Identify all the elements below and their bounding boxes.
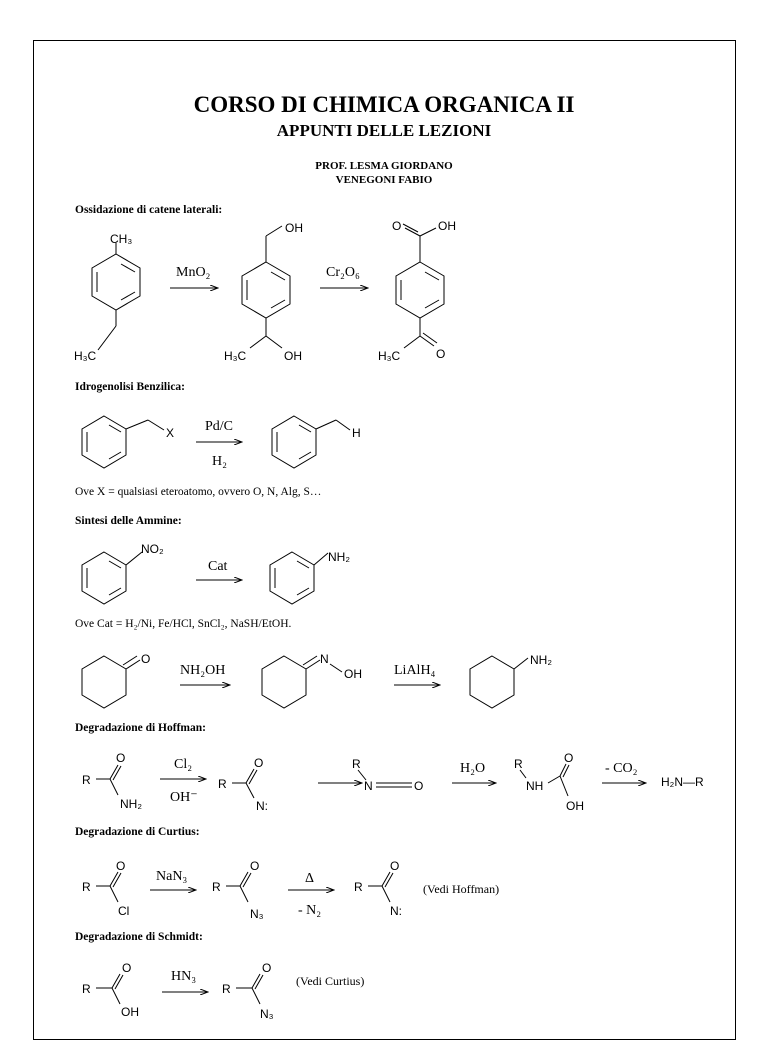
label-nh: NH (526, 779, 544, 793)
label-r: R (514, 757, 523, 771)
label-o: O (564, 751, 574, 765)
label-oh: OH (121, 1005, 139, 1019)
x-note: Ove X = qualsiasi eteroatomo, ovvero O, N, Alg, S… (75, 486, 322, 498)
section-amines: Sintesi delle Ammine: (75, 515, 182, 527)
molecule-cyclohexylamine (470, 656, 528, 708)
reagent-cr2o6: Cr₂O₆ (326, 265, 360, 280)
label-r: R (222, 982, 231, 996)
label-h3c: H₃C (224, 349, 247, 363)
reagent-nh2oh: NH₂OH (180, 663, 226, 678)
label-n-dots: N: (390, 904, 402, 918)
label-n3: N₃ (260, 1007, 274, 1021)
label-oh: OH (566, 799, 584, 813)
section-hydrogenolysis: Idrogenolisi Benzilica: (75, 381, 185, 393)
label-r: R (352, 757, 361, 771)
label-nh2: NH₂ (328, 550, 350, 564)
section-curtius: Degradazione di Curtius: (75, 826, 200, 838)
label-o: O (116, 859, 126, 873)
label-r: R (82, 880, 91, 894)
label-n: N (320, 652, 329, 666)
molecule-cyclohexanone (82, 656, 140, 708)
label-o: O (122, 961, 132, 975)
molecule-acyl-azide-2 (236, 974, 263, 1004)
document-subtitle: APPUNTI DELLE LEZIONI (276, 121, 492, 140)
label-r: R (218, 777, 227, 791)
label-oh: OH (284, 349, 302, 363)
label-nh2: NH₂ (120, 797, 142, 811)
reagent-delta: Δ (305, 871, 315, 886)
label-h3c: H₃C (74, 349, 97, 363)
molecule-benzyl-x (82, 416, 164, 468)
reagent-h2: H₂ (212, 454, 227, 469)
note-vedi-curtius: (Vedi Curtius) (296, 974, 365, 988)
molecule-acyl-azide (226, 872, 251, 902)
note-vedi-hoffman: (Vedi Hoffman) (423, 882, 500, 896)
reagent-h2o: H₂O (460, 761, 486, 776)
label-o: O (262, 961, 272, 975)
label-oh: OH (438, 219, 456, 233)
reagent-nan3: NaN₃ (156, 869, 188, 884)
reagent-oh-minus: OH⁻ (170, 790, 198, 805)
molecule-carboxylic-acid (96, 974, 123, 1004)
label-o: O (250, 859, 260, 873)
molecule-nitrobenzene (82, 552, 142, 604)
product-amine: H₂N—R (661, 775, 704, 789)
label-o: O (116, 751, 126, 765)
label-oh: OH (344, 667, 362, 681)
label-r: R (82, 982, 91, 996)
molecule-toluene (272, 416, 350, 468)
label-o: O (254, 756, 264, 770)
molecule-oxime (262, 656, 342, 708)
label-cl: Cl (118, 904, 130, 918)
label-ch3: CH₃ (110, 232, 133, 246)
section-oxidation: Ossidazione di catene laterali: (75, 204, 223, 216)
reagent-minus-n2: - N₂ (298, 903, 322, 918)
label-h: H (352, 426, 361, 440)
label-h3c: H₃C (378, 349, 401, 363)
author-2: VENEGONI FABIO (335, 174, 433, 186)
label-n-dots: N: (256, 799, 268, 813)
label-o: O (390, 859, 400, 873)
label-r: R (354, 880, 363, 894)
label-nh2: NH₂ (530, 653, 552, 667)
reagent-pdc: Pd/C (205, 419, 234, 434)
label-o: O (414, 779, 424, 793)
reagent-cl2: Cl₂ (174, 757, 193, 772)
label-n3: N₃ (250, 907, 264, 921)
reagent-lialh4: LiAlH₄ (394, 663, 436, 678)
label-o: O (436, 347, 446, 361)
molecule-4-ethyltoluene (92, 243, 140, 350)
reagent-minus-co2: - CO₂ (605, 761, 638, 776)
cat-note: Ove Cat = H₂/Ni, Fe/HCl, SnCl₂, NaSH/EtOH. (75, 618, 292, 630)
molecule-acyl-nitrene (368, 872, 393, 902)
label-x: X (166, 426, 175, 440)
section-hoffman: Degradazione di Hoffman: (75, 722, 206, 734)
document-title: CORSO DI CHIMICA ORGANICA II (193, 92, 575, 117)
reagent-cat: Cat (208, 559, 228, 574)
label-r: R (82, 773, 91, 787)
label-o: O (392, 219, 402, 233)
molecule-aniline (270, 552, 328, 604)
section-schmidt: Degradazione di Schmidt: (75, 931, 203, 943)
molecule-alcohol (242, 226, 290, 348)
molecule-nitrene (232, 769, 257, 798)
molecule-acid (396, 224, 444, 348)
reagent-mno2: MnO₂ (176, 265, 211, 280)
label-n: N (364, 779, 373, 793)
label-r: R (212, 880, 221, 894)
label-oh: OH (285, 221, 303, 235)
molecule-amide (96, 765, 121, 795)
molecule-acyl-chloride (96, 872, 121, 902)
reagent-hn3: HN₃ (171, 969, 197, 984)
author-1: PROF. LESMA GIORDANO (315, 160, 453, 172)
label-o: O (141, 652, 151, 666)
label-no2: NO₂ (141, 542, 164, 556)
